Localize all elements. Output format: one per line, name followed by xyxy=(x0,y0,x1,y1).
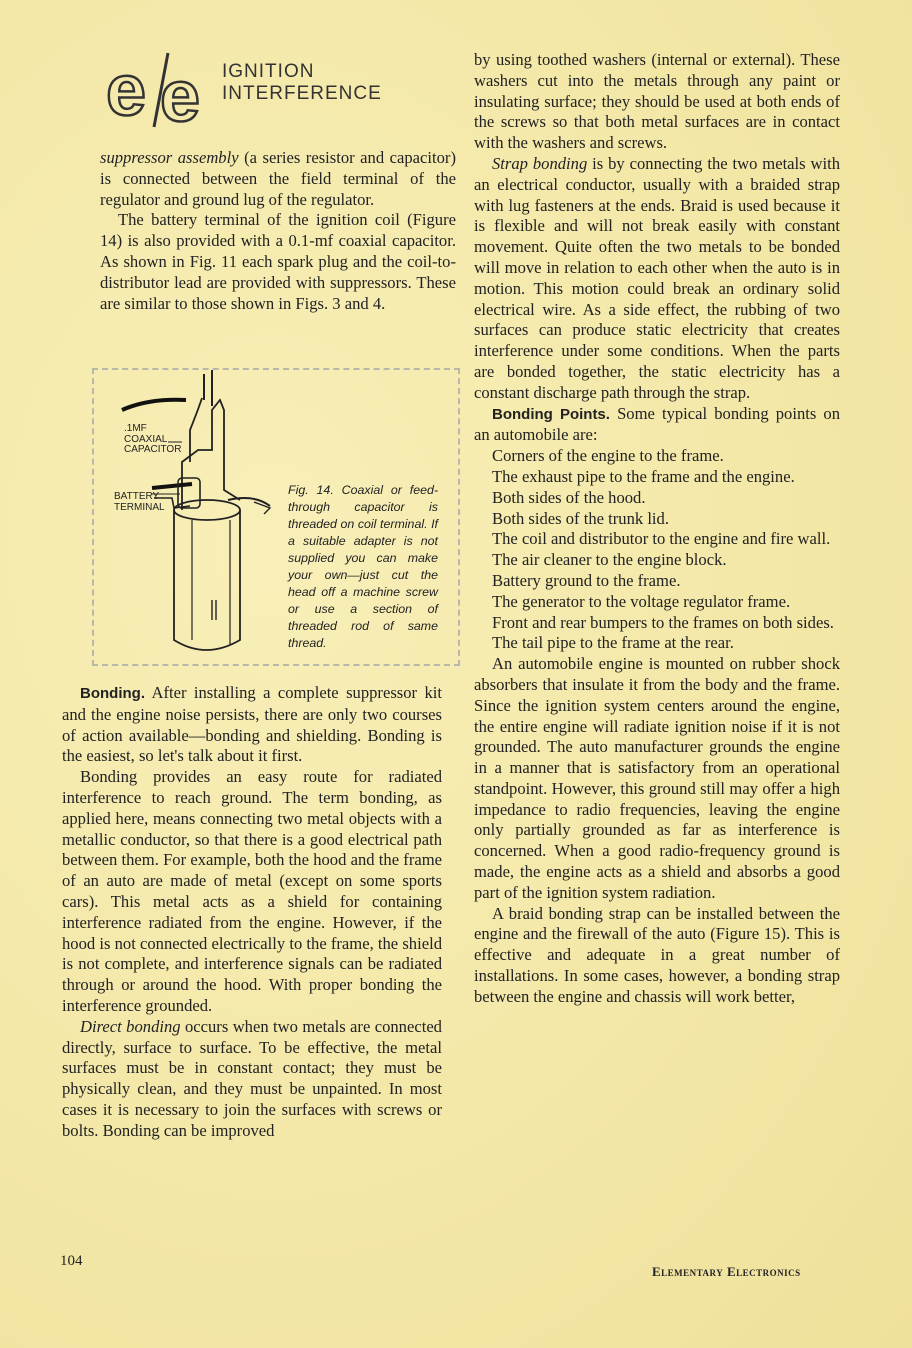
list-item: The air cleaner to the engine block. xyxy=(492,550,727,570)
ee-logo xyxy=(104,47,214,133)
svg-text:e: e xyxy=(106,51,147,131)
paragraph xyxy=(474,404,840,447)
capacitor-label-line1: .1MF xyxy=(124,423,147,434)
right-column xyxy=(474,50,840,1008)
battery-label-line1: BATTERY xyxy=(114,491,160,502)
figure-caption: Fig. 14. Coaxial or feed-through capacitor is threaded on coil terminal. If a suitable adapter is not supplied you can make your own—just cut the head off a machine screw or use a section of threaded rod of same thread. xyxy=(288,483,438,650)
paragraph xyxy=(62,683,442,767)
list-item: Corners of the engine to the frame. xyxy=(492,446,724,466)
paragraph-text: Some typical bonding points on an automobile are: xyxy=(474,403,841,445)
paragraph-text: After installing a complete suppressor kit and the engine noise persists, there are only two courses of action available—bonding and shielding. Bonding is the easiest, so let's talk about it first. xyxy=(62,683,442,766)
section-title-line1: IGNITION xyxy=(222,61,315,82)
paragraph-text: is by connecting the two metals with an electrical conductor, usually with a braided strap with lug fasteners at the ends. Braid is used because it is flexible and will not break easily with constant movement. Quite often the two metals to be bonded will move in relation to each other when the auto is in motion. This motion could break an ordinary solid electrical wire. As a side effect, the rubbing of two surfaces can produce static electricity that creates interference under some conditions. When the parts are bonded together, the static electricity has a constant discharge path through the strap. xyxy=(474,153,841,402)
paragraph xyxy=(62,1017,442,1142)
italic-term: suppressor assembly xyxy=(100,148,239,167)
magazine-title: Elementary Electronics xyxy=(652,1264,801,1279)
italic-term: Direct bonding xyxy=(80,1016,181,1036)
paragraph xyxy=(100,148,456,210)
run-in-heading: Bonding Points. xyxy=(492,405,610,423)
list-item: The exhaust pipe to the frame and the engine. xyxy=(492,466,795,486)
paragraph: Bonding provides an easy route for radiated interference to reach ground. The term bonding, as applied here, means connecting two metal objects with a metallic conductor, so that there is a good electrical path between them. For example, both the hood and the frame of an auto are made of metal (except on some sports cars). This metal acts as a shield for containing interference radiated from the engine. However, if the hood is not connected electrically to the frame, the shield is not complete, and interference signals can be radiated through or around the hood. With proper bonding the interference grounded. xyxy=(62,767,442,1015)
left-column-bottom xyxy=(62,683,442,1142)
paragraph: The battery terminal of the ignition coil (Figure 14) is also provided with a 0.1-mf coaxial capacitor. As shown in Fig. 11 each spark plug and the coil-to-distributor lead are provided with suppressors. These are similar to those shown in Figs. 3 and 4. xyxy=(100,210,456,313)
page-number: 104 xyxy=(60,1253,83,1269)
paragraph-text: occurs when two metals are connected directly, surface to surface. To be effective, the metal surfaces must be in constant contact; they must be physically clean, and they must be unpainted. In most cases it is necessary to join the surfaces with screws or bolts. Bonding can be improved xyxy=(62,1016,442,1140)
left-column-top xyxy=(100,148,456,314)
list-item: Both sides of the hood. xyxy=(492,487,646,507)
list-item: Both sides of the trunk lid. xyxy=(492,508,669,528)
list-item: Battery ground to the frame. xyxy=(492,570,681,590)
capacitor-label xyxy=(124,424,181,456)
capacitor-label-line3: CAPACITOR xyxy=(124,444,182,455)
capacitor-label-line2: COAXIAL xyxy=(124,433,168,445)
list-item: Front and rear bumpers to the frames on both sides. xyxy=(492,612,834,632)
svg-text:e: e xyxy=(160,57,201,133)
section-title xyxy=(222,61,382,105)
battery-label-line2: TERMINAL xyxy=(114,501,165,513)
paragraph xyxy=(474,154,840,404)
list-item: The coil and distributor to the engine and fire wall. xyxy=(492,529,831,549)
list-item: The tail pipe to the frame at the rear. xyxy=(492,633,734,653)
list-item: The generator to the voltage regulator frame. xyxy=(492,591,791,611)
battery-terminal-label xyxy=(114,492,165,513)
article-header xyxy=(104,47,404,133)
section-title-line2: INTERFERENCE xyxy=(222,83,382,104)
paragraph-text: (a series resistor and capacitor) is connected between the field terminal of the regulator and ground lug of the regulator. xyxy=(100,148,456,209)
paragraph: A braid bonding strap can be installed between the engine and the firewall of the auto (Figure 15). This is effective and adequate in a great number of installations. In some cases, however, a bonding strap between the engine and chassis will work better, xyxy=(474,903,840,1006)
italic-term: Strap bonding xyxy=(492,153,588,173)
figure-14 xyxy=(92,368,460,666)
paragraph: by using toothed washers (internal or external). These washers cut into the metals through any paint or insulating surface; they should be used at both ends of the screws so that both metal surfaces are in contact with the washers and screws. xyxy=(474,50,840,153)
run-in-heading: Bonding. xyxy=(80,685,145,702)
paragraph: An automobile engine is mounted on rubber shock absorbers that insulate it from the body and the frame. Since the ignition system centers around the engine, the entire engine will radiate ignition noise if it is not grounded. The auto manufacturer grounds the engine in a manner that is satisfactory from an operational standpoint. However, this ground still may offer a high impedance to radio frequencies, leaving the engine only partially grounded as far as interference is concerned. When a good radio-frequency ground is made, the engine acts as a shield and absorbs a good part of the ignition system radiation. xyxy=(474,654,840,902)
